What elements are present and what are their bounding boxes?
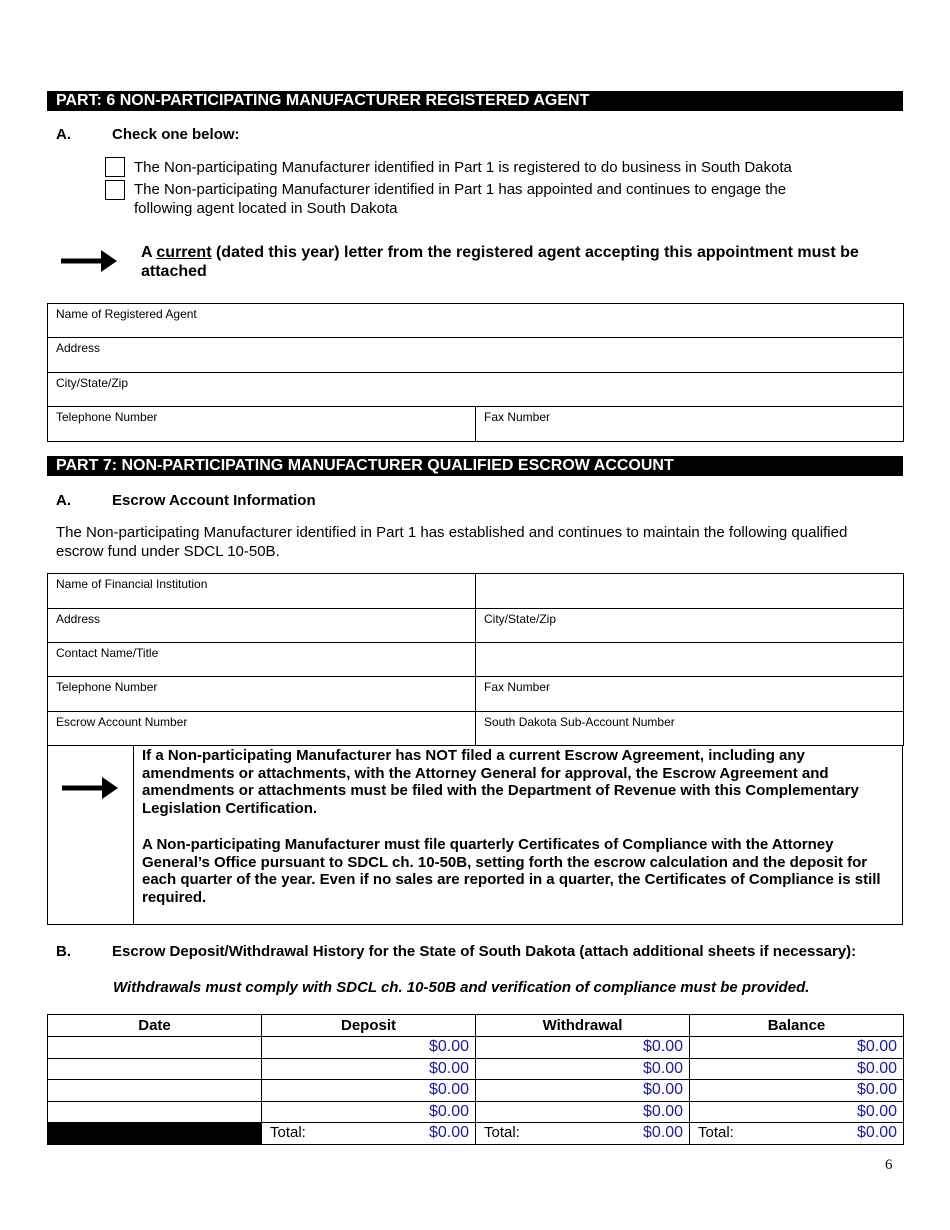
part7-section-a-title: Escrow Account Information (112, 492, 316, 509)
registered-agent-city-field[interactable]: City/State/Zip (48, 373, 904, 407)
total-label: Total: (270, 1124, 306, 1141)
option-registered-label: The Non-participating Manufacturer identified in Part 1 is registered to do business in South Dakota (134, 159, 792, 176)
balance-cell[interactable]: $0.00 (690, 1037, 904, 1059)
part7-section-b-letter: B. (56, 943, 71, 960)
withdrawal-cell[interactable]: $0.00 (476, 1080, 690, 1102)
contact-name-value-field[interactable] (476, 643, 904, 677)
notice-rest: (dated this year) letter from the registered agent accepting this appointment must be attached (141, 244, 859, 280)
balance-cell[interactable]: $0.00 (690, 1101, 904, 1123)
deposit-cell[interactable]: $0.00 (262, 1101, 476, 1123)
financial-institution-field[interactable]: Name of Financial Institution (48, 574, 476, 609)
notice-current-word: current (156, 244, 212, 261)
history-header-row (48, 1015, 904, 1037)
escrow-city-field[interactable]: City/State/Zip (476, 609, 904, 643)
escrow-fax-field[interactable]: Fax Number (476, 677, 904, 712)
registered-agent-address-field[interactable]: Address (48, 338, 904, 373)
balance-total-value: $0.00 (856, 1124, 897, 1142)
date-cell[interactable] (48, 1058, 262, 1080)
part6-section-a-title: Check one below: (112, 126, 240, 143)
table-row (48, 1101, 904, 1123)
part6-heading: PART: 6 NON-PARTICIPATING MANUFACTURER REGISTERED AGENT (47, 91, 903, 111)
table-row (48, 1037, 904, 1059)
escrow-account-number-field[interactable]: Escrow Account Number (48, 712, 476, 746)
withdrawal-total-cell (476, 1123, 690, 1145)
arrow-right-icon (61, 250, 117, 272)
withdrawal-total-value: $0.00 (642, 1124, 683, 1142)
part7-section-a-letter: A. (56, 492, 71, 509)
notice-divider (133, 746, 134, 924)
withdrawal-cell[interactable]: $0.00 (476, 1037, 690, 1059)
current-letter-notice (141, 243, 896, 281)
part7-heading: PART 7: NON-PARTICIPATING MANUFACTURER QUALIFIED ESCROW ACCOUNT (47, 456, 903, 476)
part6-section-a-letter: A. (56, 126, 71, 143)
escrow-address-field[interactable]: Address (48, 609, 476, 643)
deposit-cell[interactable]: $0.00 (262, 1037, 476, 1059)
table-row (48, 1080, 904, 1102)
table-row (48, 1058, 904, 1080)
header-date: Date (48, 1015, 262, 1037)
notice-text (142, 747, 898, 925)
registered-agent-phone-field[interactable]: Telephone Number (48, 407, 476, 442)
date-cell[interactable] (48, 1101, 262, 1123)
date-cell[interactable] (48, 1080, 262, 1102)
notice-prefix: A (141, 244, 157, 261)
contact-name-field[interactable]: Contact Name/Title (48, 643, 476, 677)
balance-total-cell (690, 1123, 904, 1145)
escrow-account-table (47, 573, 904, 746)
header-deposit: Deposit (262, 1015, 476, 1037)
registered-agent-fax-field[interactable]: Fax Number (476, 407, 904, 442)
withdrawal-cell[interactable]: $0.00 (476, 1101, 690, 1123)
totals-row (48, 1123, 904, 1145)
notice-paragraph-certificates: A Non-participating Manufacturer must file quarterly Certificates of Compliance with the Attorney General’s Office pursuant to SDCL ch. 10-50B, setting forth the escrow calculation and the deposit for each quarter of the year. Even if no sales are reported in a quarter, the Certificates of Compliance is still required. (142, 835, 881, 906)
header-withdrawal: Withdrawal (476, 1015, 690, 1037)
deposit-cell[interactable]: $0.00 (262, 1058, 476, 1080)
escrow-phone-field[interactable]: Telephone Number (48, 677, 476, 712)
balance-cell[interactable]: $0.00 (690, 1058, 904, 1080)
balance-cell[interactable]: $0.00 (690, 1080, 904, 1102)
deposit-cell[interactable]: $0.00 (262, 1080, 476, 1102)
total-label: Total: (484, 1124, 520, 1141)
escrow-history-table (47, 1014, 904, 1145)
registered-business-checkbox[interactable] (105, 157, 125, 177)
deposit-total-value: $0.00 (428, 1124, 469, 1142)
notice-paragraph-escrow-agreement: If a Non-participating Manufacturer has NOT filed a current Escrow Agreement, including any amendments or attachments, with the Attorney General for approval, the Escrow Agreement and amendments or attachments must be filed with the Department of Revenue with this Complementary Legislation Certification. (142, 747, 859, 818)
part7-section-b-title: Escrow Deposit/Withdrawal History for the State of South Dakota (attach additional sheets if necessary): (112, 943, 857, 960)
registered-agent-name-field[interactable]: Name of Registered Agent (48, 304, 904, 338)
header-balance: Balance (690, 1015, 904, 1037)
registered-agent-table (47, 303, 904, 442)
date-cell[interactable] (48, 1037, 262, 1059)
option-appointed-label: The Non-participating Manufacturer identified in Part 1 has appointed and continues to engage the following agent located in South Dakota (134, 181, 787, 217)
totals-blank-cell (48, 1123, 262, 1145)
appointed-agent-checkbox[interactable] (105, 180, 125, 200)
page-number: 6 (885, 1157, 893, 1173)
arrow-right-icon (62, 777, 118, 799)
financial-institution-value-field[interactable] (476, 574, 904, 609)
escrow-notice-box (47, 745, 903, 925)
withdrawals-compliance-note: Withdrawals must comply with SDCL ch. 10-50B and verification of compliance must be provided. (113, 979, 810, 996)
withdrawal-cell[interactable]: $0.00 (476, 1058, 690, 1080)
sd-subaccount-number-field[interactable]: South Dakota Sub-Account Number (476, 712, 904, 746)
deposit-total-cell (262, 1123, 476, 1145)
total-label: Total: (698, 1124, 734, 1141)
escrow-intro-text: The Non-participating Manufacturer identified in Part 1 has established and continues to maintain the following qualified escrow fund under SDCL 10-50B. (56, 524, 848, 560)
